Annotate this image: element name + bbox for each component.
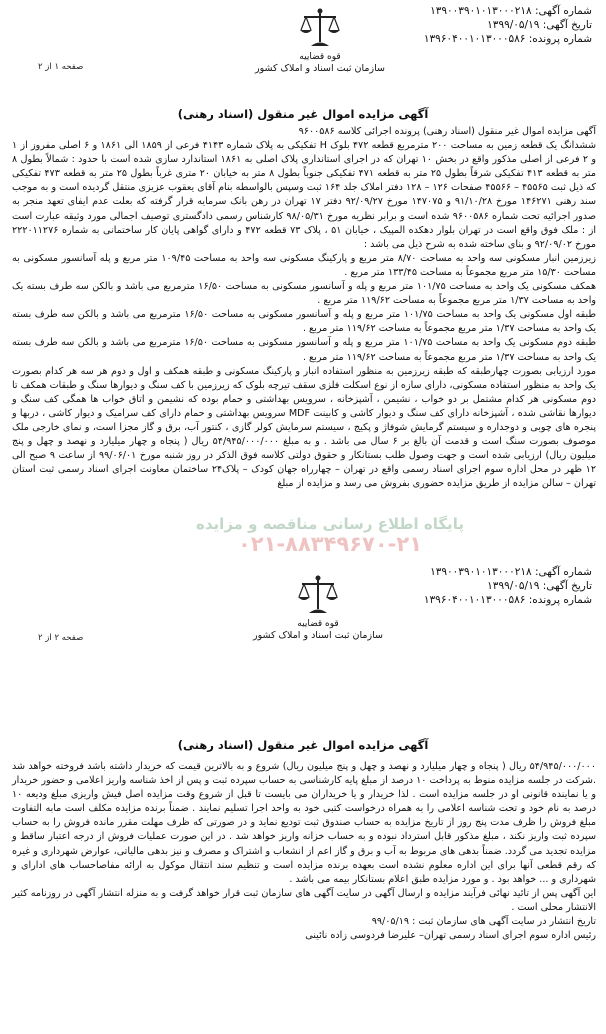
file-number: شماره پرونده: ۱۳۹۶۰۴۰۰۱۰۱۳۰۰۰۵۸۶ bbox=[423, 33, 592, 45]
notice-page-2 bbox=[0, 555, 606, 1034]
ad-number: شماره آگهی: ۱۳۹۰۰۳۹۰۱۰۱۳۰۰۰۲۱۸ bbox=[430, 5, 592, 17]
ad-number: شماره آگهی: ۱۳۹۰۰۳۹۰۱۰۱۳۰۰۰۲۱۸ bbox=[430, 566, 592, 578]
ad-date: تاریخ آگهی: ۱۳۹۹/۰۵/۱۹ bbox=[487, 580, 592, 592]
org-name-registry: سازمان ثبت اسناد و املاک کشور bbox=[255, 63, 385, 74]
paragraph: طبقه اول مسکونی یک واحد به مساحت ۱۰۱/۷۵ متر مربع و پله و آسانسور مسکونی به مساحت ۱۶/۵۰ مترمربع می باشد و بالکن سه طرف بسته یک واحد به مساحت ۱/۳۷ متر مربع مجموعاً به مساحت ۱۱۹/۶۲ متر مربع . bbox=[12, 309, 597, 335]
watermark-phone: ۰۲۱-۸۸۳۴۹۶۷۰-۲۱ bbox=[237, 532, 423, 556]
scales-of-justice-icon bbox=[295, 573, 341, 619]
judiciary-emblem bbox=[240, 6, 400, 84]
notice-body bbox=[12, 760, 596, 943]
page-label: صفحه ۲ از ۲ bbox=[38, 633, 84, 643]
org-name-registry: سازمان ثبت اسناد و املاک کشور bbox=[253, 630, 383, 641]
paragraph: رئیس اداره سوم اجرای اسناد رسمی تهران– علیرضا فردوسی زاده نائینی bbox=[305, 930, 596, 942]
org-name-judiciary: قوه قضاییه bbox=[299, 52, 341, 62]
ad-date: تاریخ آگهی: ۱۳۹۹/۰۵/۱۹ bbox=[487, 19, 592, 31]
scales-of-justice-icon bbox=[297, 6, 343, 52]
paragraph: آگهی مزایده اموال غیر منقول (اسناد رهنی) پرونده اجرائی کلاسه ۹۶۰۰۵۸۶ bbox=[298, 126, 596, 137]
page-label: صفحه ۱ از ۲ bbox=[38, 62, 84, 72]
watermark bbox=[120, 514, 540, 554]
paragraph: همکف مسکونی یک واحد به مساحت ۱۰۱/۷۵ متر مربع و پله و آسانسور مسکونی به مساحت ۱۶/۵۰ مترمربع می باشد و بالکن سه طرف بسته یک واحد به مساحت ۱/۳۷ متر مربع مجموعاً به مساحت ۱۱۹/۶۲ متر مربع . bbox=[12, 281, 596, 307]
paragraph: این آگهی پس از تائید نهائی فرآیند مزایده و ارسال آگهی در سایت آگهی های سازمان ثبت قرار خواهد گرفت و به منزله انتشار آگهی در روزنامه کثیر الانتشار محلی است . bbox=[12, 887, 596, 913]
notice-title: آگهی مزایده اموال غیر منقول (اسناد رهنی) bbox=[177, 738, 429, 752]
judiciary-emblem bbox=[238, 573, 398, 651]
paragraph: مورد ارزیابی بصورت چهارطبقه که طبقه زیرزمین به منظور استفاده انبار و پارکینگ مسکونی و طبقه همکف و اول و دوم هر سه هر کدام بصورت یک واحد به منظور استفاده مسکونی، دارای سازه از نوع اسکلت فلزی سقف تیرچه بلوک که زیرزمین با کف سنگ و دیوارها سنگ و طبقات همکف تا دوم مسکونی هر کدام مشتمل بر دو خواب ، نشیمن ، آشپزخانه ، سرویس بهداشتی و حمام بوده که نشیمن و اتاق خواب ها همگی کف سنگ و دیوارها نقاشی شده ، آشپزخانه دارای کف سنگ و دیوار کاشی و کابینت MDF سرویس بهداشتی و حمام دارای کف سرامیک و دیوار کاشی ، دربها و پنجره های چوبی و دوجداره و سیستم گرمایش شوفاژ و پکیج ، سیستم سرمایش کولر گازی ، کنتور آب، برق و گاز مجزا است، و نمای خارجی ملک موصوف بصورت سنگ است و قدمت آن بالغ بر ۶ سال می باشد . و به مبلغ ۵۴/۹۴۵/۰۰۰/۰۰۰ ریال ( پنجاه و چهار میلیارد و نهصد و چهل و پنج میلیون ریال) ارزیابی شده است و جهت وصول طلب بستانکار و حقوق دولتی کلاسه فوق الذکر در روز شنبه مورخ ۹۹/۰۶/۰۱ از ساعت ۹ صبح الی ۱۲ ظهر در محل اداره سوم اجرای اسناد رسمی واقع در تهران – چهارراه جهان کودک – پلاک۲۴ ساختمان معاونت اجرای اسناد رسمی ثبت استان تهران – سالن مزایده از طریق مزایده حضوری بفروش می رسد و مزایده از مبلغ bbox=[12, 365, 597, 490]
paragraph: ششدانگ یک قطعه زمین به مساحت ۲۰۰ مترمربع قطعه ۴۷۲ بلوک H تفکیکی به پلاک شماره ۴۱۴۳ فرعی از ۱۸۵۹ الی ۱۸۶۱ و ۶ اصلی مفروز از ۱ و ۲ فرعی از اصلی مذکور واقع در بخش ۱۰ تهران که در اجرای استانداری پلاک اصلی به ۱۸۶۱ استاندارد سازی شده است با حدود : شمالاً بطول ۸ متر به قطعه ۴۱۳ تفکیکی شرقاً بطول ۲۵ متر به قطعه ۴۷۱ تفکیکی جنوباً بطول ۸ متر به خیابان ۲۰ متری غرباً بطول ۲۵ متر به قطعه ۴۷۳ تفکیکی که ذیل ثبت ۴۵۵۶۵ – ۴۵۵۶۶ صفحات ۱۲۶ – ۱۲۸ دفتر املاک جلد ۱۶۴ ثبت وسپس بالواسطه بنام آقای یعقوب عزیزی منتقل گردیده است و به موجب سند رهنی ۱۴۶۲۷۱ مورخ ۹۱/۱۰/۲۸ و ۱۴۷۰۷۵ مورخ ۹۲/۰۹/۲۷ دفتر ۱۷ تهران در رهن بانک سرمایه قرار گرفته که بعلت عدم ایفای تعهد منجر به صدور اجرائیه تحت شماره ۹۶۰۰۵۸۶ شده است و برابر نظریه مورخ ۹۸/۰۵/۳۱ کارشناس رسمی دادگستری توصیف اجمالی مورد وثیقه عبارت است از : ملک فوق واقع است در تهران بلوار دهکده المپیک ، خیابان ۵۱ ، پلاک ۷۳ قطعه ۴۷۲ و دارای گواهی پایان کار ساختمانی به شماره ۲۲۲۰۱۱۲۷۶ مورخ ۹۲/۰۹/۰۲ و بنای ساخته شده به شرح ذیل می باشد : bbox=[12, 140, 597, 250]
notice-title: آگهی مزایده اموال غیر منقول (اسناد رهنی) bbox=[177, 107, 429, 121]
notice-body bbox=[12, 125, 596, 491]
org-name-judiciary: قوه قضاییه bbox=[297, 619, 339, 629]
paragraph: زیرزمین انبار مسکونی سه واحد به مساحت ۸/۷۰ متر مربع و پارکینگ مسکونی سه واحد به مساحت ۱۰۹/۴۵ متر مربع و پله آسانسور مسکونی به مساحت ۱۵/۳۰ متر مربع مجموعاً به مساحت ۱۳۳/۴۵ متر مربع . bbox=[12, 252, 596, 278]
paragraph: طبقه دوم مسکونی یک واحد به مساحت ۱۰۱/۷۵ متر مربع و پله و آسانسور مسکونی به مساحت ۱۶/۵۰ مترمربع می باشد و بالکن سه طرف بسته یک واحد به مساحت ۱/۳۷ متر مربع مجموعاً به مساحت ۱۱۹/۶۲ متر مربع . bbox=[12, 337, 596, 363]
watermark-text: پایگاه اطلاع رسانی مناقصه و مزایده bbox=[196, 515, 464, 533]
paragraph: تاریخ انتشار در سایت آگهی های سازمان ثبت : ۹۹/۰۵/۱۹ bbox=[371, 916, 596, 928]
file-number: شماره پرونده: ۱۳۹۶۰۴۰۰۱۰۱۳۰۰۰۵۸۶ bbox=[423, 594, 592, 606]
paragraph: ۵۴/۹۴۵/۰۰۰/۰۰۰ ریال ( پنجاه و چهار میلیارد و نهصد و چهل و پنج میلیون ریال) شروع و به بالاترین قیمت که خریدار داشته باشد فروخته خواهد شد .شرکت در جلسه مزایده منوط به پرداخت ۱۰ درصد از مبلغ پایه کارشناسی به حساب سپرده ثبت و پس از اخذ شناسه واریز اعلامی و حضور خریدار و یا نماینده قانونی او در جلسه مزایده است . لذا خریدار و یا خریداران می بایست تا قبل از شروع وقت مزایده اصل فیش واریزی مبلغ ودیعه ۱۰ درصد به نام خود و تحت شناسه اعلامی را به همراه درخواست کتبی خود به واحد اجرا تسلیم نمایند . ضمناً برنده مزایده مکلف است مابه التفاوت مبلغ فروش را ظرف مدت پنج روز از تاریخ مزایده به حساب صندوق ثبت تودیع نماید و در صورتی که ظرف مهلت مقرر مانده فروش را به حساب سپرده ثبت واریز نکند ، مبلغ مذکور قابل استرداد نبوده و به حساب خزانه واریز خواهد شد . در این صورت عملیات فروش از درجه اعتبار ساقط و مزایده تجدید می گردد. ضمناً بدهی های مربوط به آب و برق و گاز اعم از انشعاب و اشتراک و مصرف و نیز بدهی مالیاتی، عوارض شهرداری و غیره که رقم قطعی آنها برای این اداره معلوم نشده است بعهده برنده مزایده است و تنظیم سند انتقال موکول به ارائه مفاصاحساب های ادارای و شهرداری و ... خواهد بود . و مورد مزایده طبق اعلام بستانکار بیمه می باشد . bbox=[12, 761, 596, 885]
